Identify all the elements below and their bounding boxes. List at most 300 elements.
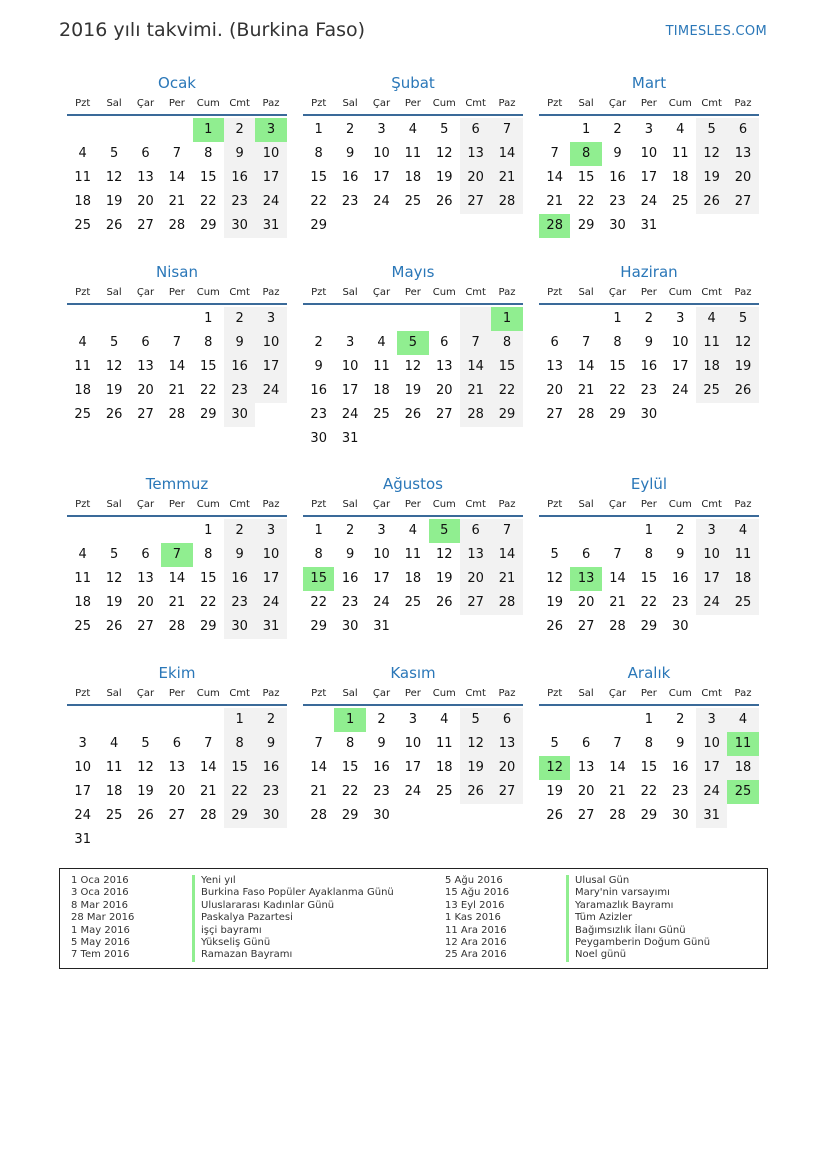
day-cell[interactable]: 26 [727, 379, 758, 403]
day-cell[interactable]: 23 [224, 190, 255, 214]
day-cell[interactable]: 4 [408, 122, 417, 137]
day-cell[interactable]: 8 [644, 736, 653, 751]
day-cell[interactable]: 17 [373, 571, 390, 586]
day-cell[interactable]: 13 [137, 571, 154, 586]
day-cell[interactable]: 25 [696, 379, 727, 403]
day-cell[interactable]: 8 [491, 331, 522, 355]
day-cell[interactable]: 29 [310, 218, 327, 233]
day-cell[interactable]: 27 [727, 190, 758, 214]
day-cell[interactable]: 26 [460, 780, 491, 804]
day-cell[interactable]: 5 [109, 146, 119, 161]
day-cell[interactable]: 29 [310, 619, 327, 634]
day-cell[interactable]: 25 [74, 619, 91, 634]
day-cell[interactable]: 20 [460, 166, 491, 190]
day-cell[interactable]: 14 [168, 170, 186, 185]
day-cell[interactable]: 26 [546, 619, 563, 634]
day-cell[interactable]: 19 [105, 595, 123, 610]
day-cell[interactable]: 14 [491, 543, 522, 567]
day-cell[interactable]: 20 [546, 383, 563, 398]
day-cell[interactable]: 7 [460, 331, 491, 355]
day-cell[interactable]: 26 [404, 407, 422, 422]
day-cell[interactable]: 23 [310, 407, 327, 422]
day-cell[interactable]: 12 [105, 170, 123, 185]
day-cell[interactable]: 2 [613, 122, 622, 137]
day-cell[interactable]: 13 [546, 359, 563, 374]
day-cell[interactable]: 29 [199, 407, 217, 422]
day-cell[interactable]: 1 [491, 307, 522, 331]
day-cell[interactable]: 27 [460, 591, 491, 615]
day-cell[interactable]: 6 [440, 335, 449, 350]
day-cell[interactable]: 5 [696, 118, 727, 142]
day-cell[interactable]: 6 [460, 118, 491, 142]
day-cell[interactable]: 16 [341, 170, 359, 185]
day-cell[interactable]: 3 [345, 335, 355, 350]
day-cell[interactable]: 16 [224, 567, 255, 591]
day-cell[interactable]: 19 [546, 595, 563, 610]
day-cell[interactable]: 1 [314, 122, 323, 137]
day-cell[interactable]: 9 [314, 359, 323, 374]
brand-logo[interactable]: TIMESLES.COM [665, 24, 767, 39]
day-cell[interactable]: 4 [78, 547, 87, 562]
day-cell[interactable]: 28 [168, 407, 186, 422]
day-cell[interactable]: 22 [199, 595, 217, 610]
day-cell[interactable]: 23 [609, 194, 626, 209]
day-cell[interactable]: 16 [640, 359, 658, 374]
day-cell[interactable]: 30 [609, 218, 626, 233]
day-cell[interactable]: 12 [137, 760, 154, 775]
day-cell[interactable]: 29 [640, 808, 658, 823]
day-cell[interactable]: 18 [727, 756, 758, 780]
day-cell[interactable]: 3 [676, 311, 685, 326]
day-cell[interactable]: 3 [696, 519, 727, 543]
day-cell[interactable]: 4 [676, 122, 685, 137]
day-cell[interactable]: 1 [314, 523, 323, 538]
day-cell[interactable]: 25 [404, 194, 422, 209]
day-cell[interactable]: 10 [404, 736, 422, 751]
day-cell[interactable]: 24 [696, 591, 727, 615]
day-cell[interactable]: 20 [727, 166, 758, 190]
day-cell[interactable]: 19 [435, 571, 453, 586]
day-cell[interactable]: 5 [727, 307, 758, 331]
day-cell[interactable]: 27 [577, 619, 595, 634]
day-cell[interactable]: 18 [404, 571, 422, 586]
day-cell[interactable]: 9 [676, 736, 685, 751]
day-cell[interactable]: 3 [255, 307, 286, 331]
day-cell[interactable]: 3 [255, 118, 286, 142]
day-cell[interactable]: 22 [199, 194, 217, 209]
day-cell[interactable]: 24 [373, 595, 390, 610]
day-cell[interactable]: 12 [696, 142, 727, 166]
day-cell[interactable]: 24 [640, 194, 658, 209]
day-cell[interactable]: 29 [199, 619, 217, 634]
day-cell[interactable]: 26 [546, 808, 563, 823]
day-cell[interactable]: 11 [696, 331, 727, 355]
day-cell[interactable]: 12 [404, 359, 422, 374]
day-cell[interactable]: 7 [172, 146, 181, 161]
day-cell[interactable]: 15 [199, 359, 217, 374]
day-cell[interactable]: 9 [255, 732, 286, 756]
day-cell[interactable]: 10 [255, 543, 286, 567]
day-cell[interactable]: 24 [404, 784, 422, 799]
day-cell[interactable]: 28 [491, 591, 522, 615]
day-cell[interactable]: 2 [345, 523, 355, 538]
day-cell[interactable]: 13 [727, 142, 758, 166]
day-cell[interactable]: 5 [460, 708, 491, 732]
day-cell[interactable]: 21 [460, 379, 491, 403]
day-cell[interactable]: 11 [105, 760, 123, 775]
day-cell[interactable]: 16 [671, 571, 689, 586]
day-cell[interactable]: 28 [577, 407, 595, 422]
day-cell[interactable]: 20 [577, 784, 595, 799]
day-cell[interactable]: 8 [345, 736, 355, 751]
day-cell[interactable]: 8 [644, 547, 653, 562]
day-cell[interactable]: 15 [640, 571, 658, 586]
day-cell[interactable]: 9 [224, 142, 255, 166]
day-cell[interactable]: 16 [224, 166, 255, 190]
day-cell[interactable]: 18 [105, 784, 123, 799]
day-cell[interactable]: 10 [373, 146, 390, 161]
day-cell[interactable]: 7 [550, 146, 559, 161]
day-cell[interactable]: 15 [341, 760, 359, 775]
day-cell[interactable]: 27 [546, 407, 563, 422]
day-cell[interactable]: 7 [491, 118, 522, 142]
day-cell[interactable]: 16 [341, 571, 359, 586]
day-cell[interactable]: 18 [404, 170, 422, 185]
day-cell[interactable]: 2 [224, 307, 255, 331]
day-cell[interactable]: 20 [137, 194, 154, 209]
day-cell[interactable]: 22 [310, 194, 327, 209]
day-cell[interactable]: 23 [373, 784, 390, 799]
day-cell[interactable]: 6 [460, 519, 491, 543]
day-cell[interactable]: 18 [727, 567, 758, 591]
day-cell[interactable]: 24 [696, 780, 727, 804]
day-cell[interactable]: 30 [671, 619, 689, 634]
day-cell[interactable]: 7 [581, 335, 591, 350]
day-cell[interactable]: 1 [204, 523, 213, 538]
day-cell[interactable]: 26 [105, 218, 123, 233]
day-cell[interactable]: 3 [644, 122, 653, 137]
day-cell[interactable]: 6 [141, 146, 150, 161]
day-cell[interactable]: 29 [609, 407, 626, 422]
day-cell[interactable]: 3 [377, 122, 386, 137]
day-cell[interactable]: 12 [435, 146, 453, 161]
day-cell[interactable]: 20 [435, 383, 453, 398]
day-cell[interactable]: 4 [377, 335, 386, 350]
day-cell[interactable]: 12 [727, 331, 758, 355]
day-cell[interactable]: 8 [314, 547, 323, 562]
day-cell[interactable]: 5 [550, 547, 559, 562]
day-cell[interactable]: 13 [570, 567, 601, 591]
day-cell[interactable]: 4 [440, 712, 449, 727]
day-cell[interactable]: 14 [609, 571, 626, 586]
day-cell[interactable]: 14 [199, 760, 217, 775]
day-cell[interactable]: 31 [341, 431, 359, 446]
day-cell[interactable]: 16 [224, 355, 255, 379]
day-cell[interactable]: 24 [255, 379, 286, 403]
day-cell[interactable]: 19 [727, 355, 758, 379]
day-cell[interactable]: 20 [460, 567, 491, 591]
day-cell[interactable]: 30 [224, 615, 255, 639]
day-cell[interactable]: 6 [727, 118, 758, 142]
day-cell[interactable]: 2 [644, 311, 653, 326]
day-cell[interactable]: 13 [460, 142, 491, 166]
day-cell[interactable]: 9 [676, 547, 685, 562]
day-cell[interactable]: 4 [727, 708, 758, 732]
day-cell[interactable]: 30 [255, 804, 286, 828]
day-cell[interactable]: 4 [78, 146, 87, 161]
day-cell[interactable]: 19 [435, 170, 453, 185]
day-cell[interactable]: 13 [491, 732, 522, 756]
day-cell[interactable]: 17 [696, 756, 727, 780]
day-cell[interactable]: 23 [671, 595, 689, 610]
day-cell[interactable]: 6 [172, 736, 181, 751]
day-cell[interactable]: 1 [644, 712, 653, 727]
day-cell[interactable]: 31 [255, 615, 286, 639]
day-cell[interactable]: 17 [696, 567, 727, 591]
day-cell[interactable]: 26 [435, 194, 453, 209]
day-cell[interactable]: 21 [491, 567, 522, 591]
day-cell[interactable]: 8 [570, 142, 601, 166]
day-cell[interactable]: 21 [546, 194, 563, 209]
day-cell[interactable]: 28 [491, 190, 522, 214]
day-cell[interactable]: 29 [199, 218, 217, 233]
day-cell[interactable]: 17 [74, 784, 91, 799]
day-cell[interactable]: 21 [609, 784, 626, 799]
day-cell[interactable]: 7 [172, 335, 181, 350]
day-cell[interactable]: 10 [255, 142, 286, 166]
day-cell[interactable]: 11 [404, 146, 422, 161]
day-cell[interactable]: 1 [581, 122, 591, 137]
day-cell[interactable]: 27 [168, 808, 186, 823]
day-cell[interactable]: 17 [341, 383, 359, 398]
day-cell[interactable]: 11 [404, 547, 422, 562]
day-cell[interactable]: 13 [577, 760, 595, 775]
day-cell[interactable]: 2 [676, 523, 685, 538]
day-cell[interactable]: 17 [671, 359, 689, 374]
day-cell[interactable]: 27 [577, 808, 595, 823]
day-cell[interactable]: 8 [314, 146, 323, 161]
day-cell[interactable]: 9 [377, 736, 386, 751]
day-cell[interactable]: 13 [137, 359, 154, 374]
day-cell[interactable]: 30 [310, 431, 327, 446]
day-cell[interactable]: 1 [644, 523, 653, 538]
day-cell[interactable]: 12 [435, 547, 453, 562]
day-cell[interactable]: 19 [546, 784, 563, 799]
day-cell[interactable]: 8 [204, 335, 213, 350]
day-cell[interactable]: 25 [727, 780, 758, 804]
day-cell[interactable]: 2 [676, 712, 685, 727]
day-cell[interactable]: 21 [168, 194, 186, 209]
day-cell[interactable]: 5 [141, 736, 150, 751]
day-cell[interactable]: 3 [78, 736, 87, 751]
day-cell[interactable]: 21 [168, 595, 186, 610]
day-cell[interactable]: 19 [105, 383, 123, 398]
day-cell[interactable]: 23 [255, 780, 286, 804]
day-cell[interactable]: 30 [224, 403, 255, 427]
day-cell[interactable]: 10 [696, 543, 727, 567]
day-cell[interactable]: 15 [224, 756, 255, 780]
day-cell[interactable]: 12 [460, 732, 491, 756]
day-cell[interactable]: 8 [224, 732, 255, 756]
day-cell[interactable]: 6 [550, 335, 559, 350]
day-cell[interactable]: 18 [74, 383, 91, 398]
day-cell[interactable]: 17 [404, 760, 422, 775]
day-cell[interactable]: 7 [613, 736, 622, 751]
day-cell[interactable]: 7 [161, 543, 192, 567]
day-cell[interactable]: 22 [199, 383, 217, 398]
day-cell[interactable]: 30 [671, 808, 689, 823]
day-cell[interactable]: 25 [435, 784, 453, 799]
day-cell[interactable]: 26 [105, 619, 123, 634]
day-cell[interactable]: 2 [255, 708, 286, 732]
day-cell[interactable]: 6 [491, 708, 522, 732]
day-cell[interactable]: 15 [303, 567, 334, 591]
day-cell[interactable]: 28 [199, 808, 217, 823]
day-cell[interactable]: 30 [640, 407, 658, 422]
day-cell[interactable]: 20 [168, 784, 186, 799]
day-cell[interactable]: 13 [137, 170, 154, 185]
day-cell[interactable]: 24 [255, 190, 286, 214]
day-cell[interactable]: 25 [373, 407, 390, 422]
day-cell[interactable]: 14 [577, 359, 595, 374]
day-cell[interactable]: 14 [546, 170, 563, 185]
day-cell[interactable]: 19 [460, 756, 491, 780]
day-cell[interactable]: 3 [696, 708, 727, 732]
day-cell[interactable]: 24 [671, 383, 689, 398]
day-cell[interactable]: 20 [577, 595, 595, 610]
day-cell[interactable]: 25 [105, 808, 123, 823]
day-cell[interactable]: 2 [224, 519, 255, 543]
day-cell[interactable]: 15 [640, 760, 658, 775]
day-cell[interactable]: 29 [640, 619, 658, 634]
day-cell[interactable]: 11 [671, 146, 689, 161]
day-cell[interactable]: 7 [491, 519, 522, 543]
day-cell[interactable]: 26 [105, 407, 123, 422]
day-cell[interactable]: 10 [696, 732, 727, 756]
day-cell[interactable]: 22 [224, 780, 255, 804]
day-cell[interactable]: 16 [310, 383, 327, 398]
day-cell[interactable]: 21 [199, 784, 217, 799]
day-cell[interactable]: 9 [224, 331, 255, 355]
day-cell[interactable]: 25 [671, 194, 689, 209]
day-cell[interactable]: 2 [314, 335, 323, 350]
day-cell[interactable]: 16 [255, 756, 286, 780]
day-cell[interactable]: 24 [74, 808, 91, 823]
day-cell[interactable]: 22 [310, 595, 327, 610]
day-cell[interactable]: 2 [224, 118, 255, 142]
day-cell[interactable]: 25 [404, 595, 422, 610]
day-cell[interactable]: 22 [640, 595, 658, 610]
day-cell[interactable]: 15 [609, 359, 626, 374]
day-cell[interactable]: 21 [168, 383, 186, 398]
day-cell[interactable]: 31 [640, 218, 658, 233]
day-cell[interactable]: 20 [137, 595, 154, 610]
day-cell[interactable]: 23 [640, 383, 658, 398]
day-cell[interactable]: 25 [727, 591, 758, 615]
day-cell[interactable]: 4 [109, 736, 119, 751]
day-cell[interactable]: 16 [609, 170, 626, 185]
day-cell[interactable]: 17 [640, 170, 658, 185]
day-cell[interactable]: 18 [696, 355, 727, 379]
day-cell[interactable]: 10 [373, 547, 390, 562]
day-cell[interactable]: 10 [341, 359, 359, 374]
day-cell[interactable]: 11 [373, 359, 390, 374]
day-cell[interactable]: 17 [255, 355, 286, 379]
day-cell[interactable]: 16 [671, 760, 689, 775]
day-cell[interactable]: 18 [435, 760, 453, 775]
day-cell[interactable]: 14 [168, 359, 186, 374]
day-cell[interactable]: 9 [345, 547, 355, 562]
day-cell[interactable]: 17 [255, 567, 286, 591]
day-cell[interactable]: 17 [373, 170, 390, 185]
day-cell[interactable]: 26 [137, 808, 154, 823]
day-cell[interactable]: 31 [74, 832, 91, 847]
day-cell[interactable]: 2 [345, 122, 355, 137]
day-cell[interactable]: 22 [609, 383, 626, 398]
day-cell[interactable]: 5 [397, 331, 428, 355]
day-cell[interactable]: 21 [609, 595, 626, 610]
day-cell[interactable]: 30 [373, 808, 390, 823]
day-cell[interactable]: 13 [168, 760, 186, 775]
day-cell[interactable]: 7 [314, 736, 323, 751]
day-cell[interactable]: 11 [74, 359, 91, 374]
day-cell[interactable]: 28 [460, 403, 491, 427]
day-cell[interactable]: 20 [137, 383, 154, 398]
day-cell[interactable]: 27 [137, 218, 154, 233]
day-cell[interactable]: 22 [577, 194, 595, 209]
day-cell[interactable]: 23 [224, 379, 255, 403]
day-cell[interactable]: 1 [193, 118, 224, 142]
day-cell[interactable]: 4 [727, 519, 758, 543]
day-cell[interactable]: 7 [613, 547, 622, 562]
day-cell[interactable]: 28 [539, 214, 570, 238]
day-cell[interactable]: 23 [671, 784, 689, 799]
day-cell[interactable]: 19 [105, 194, 123, 209]
day-cell[interactable]: 10 [640, 146, 658, 161]
day-cell[interactable]: 30 [341, 619, 359, 634]
day-cell[interactable]: 5 [429, 519, 460, 543]
day-cell[interactable]: 5 [440, 122, 449, 137]
day-cell[interactable]: 24 [341, 407, 359, 422]
day-cell[interactable]: 11 [74, 170, 91, 185]
day-cell[interactable]: 6 [581, 547, 591, 562]
day-cell[interactable]: 1 [204, 311, 213, 326]
day-cell[interactable]: 19 [404, 383, 422, 398]
day-cell[interactable]: 25 [74, 407, 91, 422]
day-cell[interactable]: 3 [255, 519, 286, 543]
day-cell[interactable]: 27 [460, 190, 491, 214]
day-cell[interactable]: 22 [491, 379, 522, 403]
day-cell[interactable]: 14 [609, 760, 626, 775]
day-cell[interactable]: 15 [310, 170, 327, 185]
day-cell[interactable]: 27 [137, 407, 154, 422]
day-cell[interactable]: 25 [74, 218, 91, 233]
day-cell[interactable]: 22 [640, 784, 658, 799]
day-cell[interactable]: 28 [609, 619, 626, 634]
day-cell[interactable]: 15 [199, 571, 217, 586]
day-cell[interactable]: 12 [546, 571, 563, 586]
day-cell[interactable]: 26 [435, 595, 453, 610]
day-cell[interactable]: 10 [255, 331, 286, 355]
day-cell[interactable]: 23 [341, 194, 359, 209]
day-cell[interactable]: 28 [168, 619, 186, 634]
day-cell[interactable]: 20 [491, 756, 522, 780]
day-cell[interactable]: 8 [204, 146, 213, 161]
day-cell[interactable]: 21 [491, 166, 522, 190]
day-cell[interactable]: 28 [310, 808, 327, 823]
day-cell[interactable]: 27 [435, 407, 453, 422]
day-cell[interactable]: 19 [696, 166, 727, 190]
